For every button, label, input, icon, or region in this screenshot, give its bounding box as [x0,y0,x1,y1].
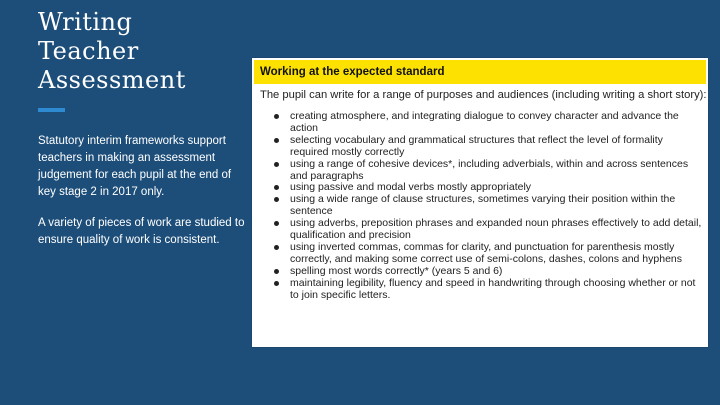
list-item [272,194,702,218]
list-item [272,218,702,242]
list-item-text: using passive and modal verbs mostly appropriately [290,181,532,194]
slide-title [38,8,238,95]
list-item [272,242,702,266]
bullet-icon [274,138,279,143]
list-item [272,135,702,159]
bullet-icon [274,269,279,274]
title-line: Assessment [38,66,186,94]
bullet-icon [274,197,279,202]
title-accent-bar [38,108,65,112]
list-item-text: using adverbs, preposition phrases and expanded noun phrases effectively to add detail, qualification and precision [290,217,702,242]
panel-intro: The pupil can write for a range of purposes and audiences (including writing a short story): [260,89,707,101]
panel-header: Working at the expected standard [254,60,706,84]
bullet-icon [274,114,279,119]
bullet-icon [274,245,279,250]
list-item [272,278,702,302]
list-item-text: selecting vocabulary and grammatical structures that reflect the level of formality required mostly correctly [290,133,663,158]
title-line: Writing [38,8,133,36]
bullet-icon [274,221,279,226]
bullet-icon [274,162,279,167]
description-paragraph: Statutory interim frameworks support teachers in making an assessment judgement for each pupil at the end of key stage 2 in 2017 only. [38,135,232,198]
list-item-text: creating atmosphere, and integrating dialogue to convey character and advance the action [290,110,679,134]
list-item-text: using a range of cohesive devices*, including adverbials, within and across sentences and paragraphs [290,157,689,182]
description-paragraph: A variety of pieces of work are studied to ensure quality of work is consistent. [38,217,245,246]
list-item [272,159,702,183]
bullet-icon [274,185,279,190]
list-item-text: using inverted commas, commas for clarity, and punctuation for parenthesis mostly correctly, and making some correct use of semi-colons, dashes, colons and hyphens [290,240,682,265]
list-item-text: maintaining legibility, fluency and speed in handwriting through choosing whether or not to join specific letters. [290,276,696,301]
title-line: Teacher [38,37,139,65]
bullet-icon [274,281,279,286]
criteria-list [272,111,702,302]
list-item [272,111,702,135]
list-item-text: using a wide range of clause structures, sometimes varying their position within the sentence [290,193,676,218]
list-item-text: spelling most words correctly* (years 5 and 6) [290,264,503,277]
standard-panel [252,58,708,347]
